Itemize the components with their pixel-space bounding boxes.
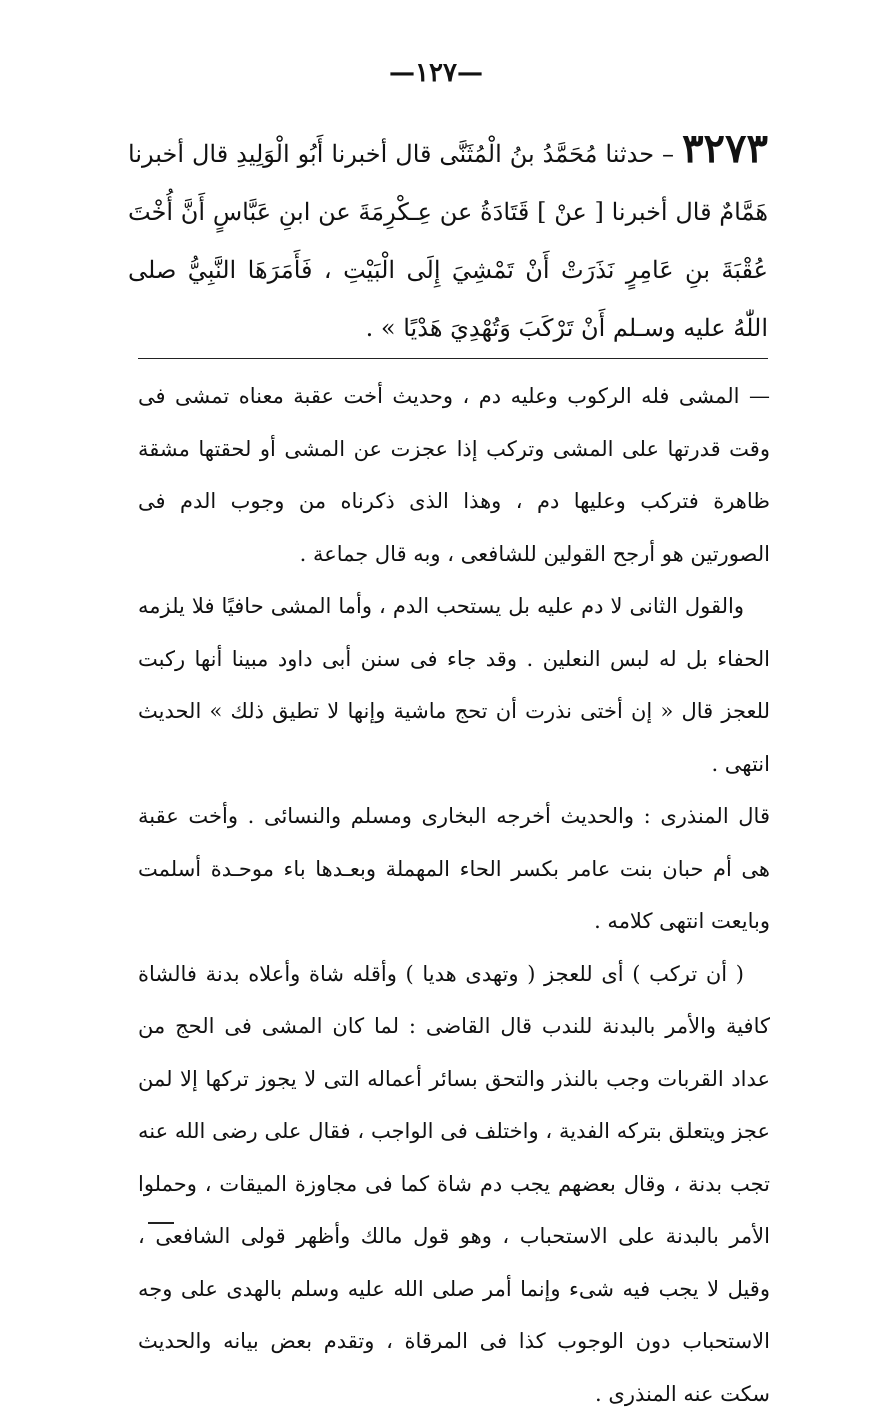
page-number: —١٢٧— xyxy=(0,58,872,88)
commentary-paragraph: — المشى فله الركوب وعليه دم ، وحديث أخت عقبة معناه تمشى فى وقت قدرتها على المشى وتركب إذا عجزت عن المشى أو لحقتها مشقة ظاهرة فتركب وعليها دم ، وهذا الذى ذكرناه من وجوب الدم فى الصورتين هو أرجح القولين للشافعى ، وبه قال جماعة . xyxy=(138,370,770,580)
footnote-divider xyxy=(138,358,768,359)
commentary-block xyxy=(138,370,770,1420)
commentary-paragraph: والقول الثانى لا دم عليه بل يستحب الدم ، وأما المشى حافيًا فلا يلزمه الحفاء بل له لبس النعلين . وقد جاء فى سنن أبى داود مبينا أنها ركبت للعجز قال « إن أختى نذرت أن تحج ماشية وإنها لا تطيق ذلك » الحديث انتهى . xyxy=(138,580,770,790)
commentary-paragraph: قال المنذرى : والحديث أخرجه البخارى ومسلم والنسائى . وأخت عقبة هى أم حبان بنت عامر بكسر الحاء المهملة وبعـدها باء موحـدة أسلمت وبايعت انتهى كلامه . xyxy=(138,790,770,948)
hadith-number: ٣٢٧٣ xyxy=(682,125,768,172)
continuation-dash xyxy=(148,1222,174,1224)
commentary-paragraph: ( أن تركب ) أى للعجز ( وتهدى هديا ) وأقله شاة وأعلاه بدنة فالشاة كافية والأمر بالبدنة للندب قال القاضى : لما كان المشى فى الحج من عداد القربات وجب بالنذر والتحق بسائر أعماله التى لا يجوز تركها إلا لمن عجز ويتعلق بتركه الفدية ، واختلف فى الواجب ، فقال على رضى الله عنه تجب بدنة ، وقال بعضهم يجب دم شاة كما فى مجاوزة الميقات ، وحملوا الأمر بالبدنة على الاستحباب ، وهو قول مالك وأظهر قولى الشافعى ، وقيل لا يجب فيه شىء وإنما أمر صلى الله عليه وسلم بالهدى على وجه الاستحباب دون الوجوب كذا فى المرقاة ، وتقدم بعض بيانه والحديث سكت عنه المنذرى . xyxy=(138,948,770,1420)
hadith-block xyxy=(128,120,768,357)
hadith-text: – حدثنا مُحَمَّدُ بنُ الْمُثَنَّى قال أخبرنا أَبُو الْوَلِيدِ قال أخبرنا هَمَّامٌ قال أخبرنا [ عنْ ] قَتَادَةُ عن عِـكْرِمَةَ عن ابنِ عَبَّاسٍ أَنَّ أُخْتَ عُقْبَةَ بنِ عَامِرٍ نَذَرَتْ أَنْ تَمْشِيَ إِلَى الْبَيْتِ ، فَأَمَرَهَا النَّبِيُّ صلى اللّٰهُ عليه وسـلم أَنْ تَرْكَبَ وَتُهْدِيَ هَدْيًا » . xyxy=(128,140,768,342)
